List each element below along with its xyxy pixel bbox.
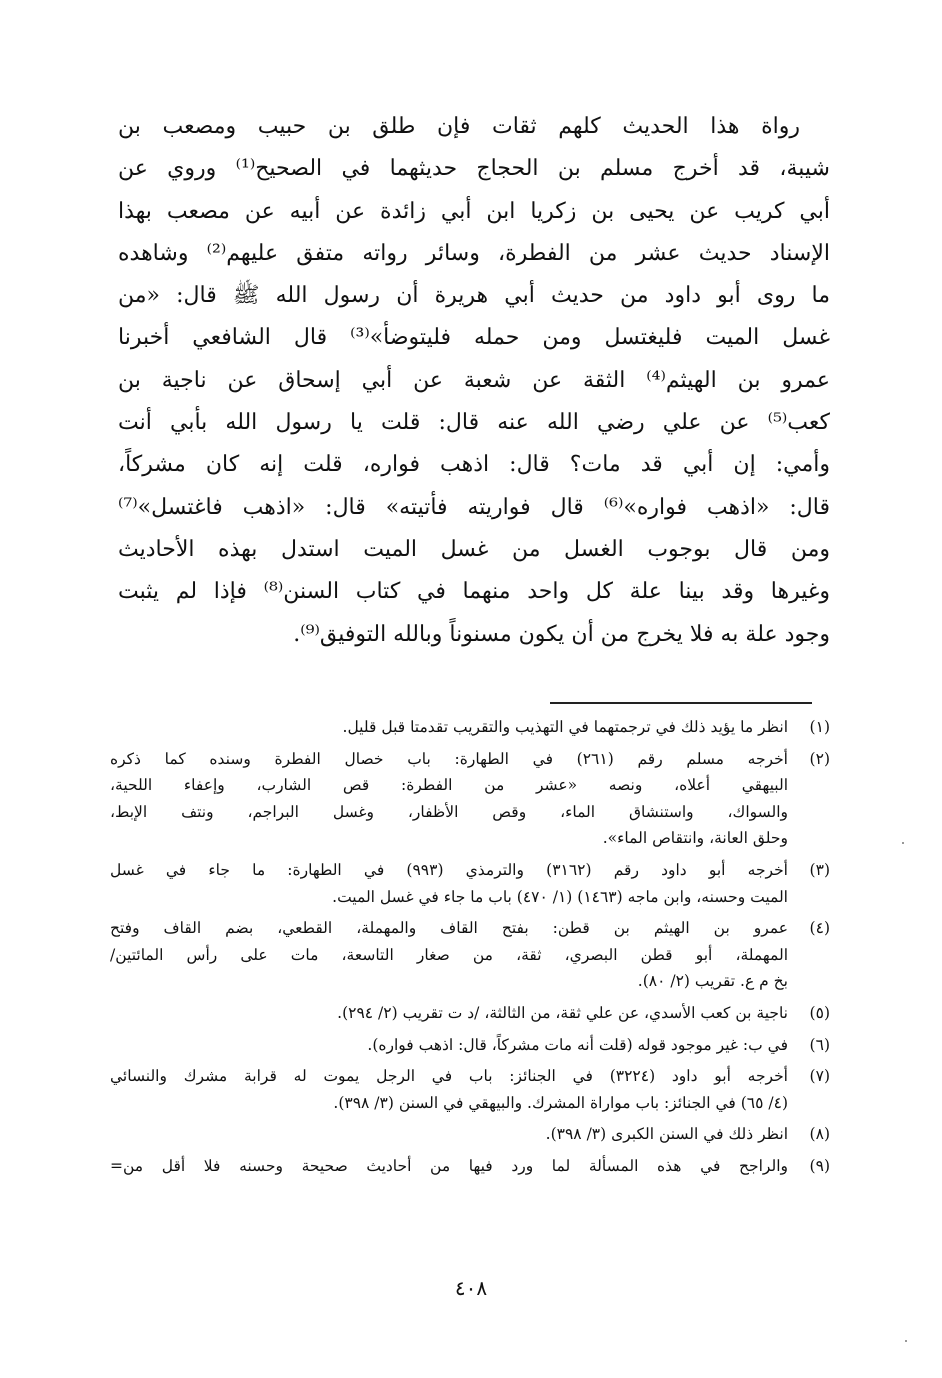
scan-speck [905, 1340, 907, 1342]
footnote-separator [550, 702, 812, 704]
footnote-line: والسواك، واستنشاق الماء، وقص الأظفار، وغسل البراجم، ونتف الإبط، [110, 802, 788, 821]
footnote-number: (٩) [809, 1156, 830, 1175]
footnote-5 [110, 1000, 830, 1027]
footnote-text [110, 1032, 788, 1059]
footnote-text [110, 1063, 788, 1116]
footnote-number: (٢) [809, 749, 830, 768]
footnote-4 [110, 915, 830, 995]
body-line: غسل الميت فليغتسل ومن حمله فليتوضأ»⁽³⁾ قال الشافعي أخبرنا [118, 325, 830, 351]
footnote-6 [110, 1032, 830, 1059]
footnote-number: (٣) [809, 860, 830, 879]
footnote-8 [110, 1121, 830, 1148]
footnotes [110, 714, 830, 1185]
footnote-2 [110, 746, 830, 852]
footnote-number: (١) [809, 718, 830, 736]
footnote-line: في ب: غير موجود قوله (قلت أنه مات مشركاً، قال: اذهب فواره). [367, 1035, 788, 1054]
footnote-text [110, 1153, 788, 1180]
body-line: كعب⁽⁵⁾ عن علي رضي الله عنه قال: قلت يا رسول الله بأبي أنت [118, 410, 830, 436]
footnote-text [110, 746, 788, 852]
footnote-number: (٧) [809, 1067, 830, 1086]
footnote-line: أخرجه مسلم رقم (٢٦١) في الطهارة: باب خصال الفطرة وسنده كما ذكره [110, 749, 788, 768]
body-line: وغيرها وقد بينا علة كل واحد منهما في كتاب السنن⁽⁸⁾ فإذا لم يثبت [118, 579, 830, 605]
footnote-1 [110, 714, 830, 741]
footnote-text [110, 915, 788, 995]
footnote-line: عمرو بن الهيثم بن قطن: بفتح القاف والمهملة، القطعي، بضم القاف وفتح [110, 919, 788, 938]
footnote-line: (٤/ ٦٥) في الجنائز: باب مواراة المشرك. والبيهقي في السنن (٣/ ٣٩٨). [333, 1093, 788, 1112]
footnote-line: ناجية بن كعب الأسدي، عن علي ثقة، من الثالثة، /د ت تقريب (٢/ ٢٩٤). [337, 1003, 788, 1022]
body-line: شيبة، قد أخرج مسلم بن الحجاج حديثهما في الصحيح⁽¹⁾ وروي عن [118, 156, 830, 182]
footnote-text [110, 857, 788, 910]
body-line: قال: «اذهب فواره»⁽⁶⁾ قال فواريته فأتيته» قال: «اذهب فاغتسل»⁽⁷⁾ [118, 494, 830, 520]
footnote-line: البيهقي أعلاه، ونصه «عشر من الفطرة: قص الشارب، وإعفاء اللحية، [110, 776, 788, 795]
footnote-line: الميت وحسنه، وابن ماجه (١٤٦٣) (١/ ٤٧٠) باب ما جاء في غسل الميت. [332, 887, 788, 906]
footnote-7 [110, 1063, 830, 1116]
footnote-9 [110, 1153, 830, 1180]
scan-speck [902, 842, 904, 844]
body-line: وجود علة به فلا يخرج من أن يكون مسنوناً وبالله التوفيق⁽⁹⁾. [293, 621, 830, 647]
footnote-line: أخرجه أبو داود رقم (٣١٦٢) والترمذي (٩٩٣) في الطهارة: ما جاء في غسل [110, 860, 788, 879]
footnote-number: (٦) [809, 1035, 830, 1054]
body-line: ومن قال بوجوب الغسل من غسل الميت استدل بهذه الأحاديث [118, 536, 830, 562]
main-paragraph [118, 106, 830, 656]
footnote-text [110, 1121, 788, 1148]
footnote-number: (٤) [809, 919, 830, 938]
body-line: رواة هذا الحديث كلهم ثقات فإن طلق بن حبيب ومصعب بن [118, 114, 800, 139]
body-line: ما روى أبو داود من حديث أبي هريرة أن رسول الله ﷺ قال: «من [118, 283, 830, 309]
footnote-line: بخ م ع. تقريب (٢/ ٨٠). [637, 972, 788, 991]
body-line: عمرو بن الهيثم⁽⁴⁾ الثقة عن شعبة عن أبي إسحاق عن ناجية بن [118, 367, 830, 393]
page-number: ٤٠٨ [454, 1276, 488, 1300]
footnote-line: المهملة، أبو قطن البصري، ثقة، من صغار التاسعة، مات على رأس المائتين/ [110, 945, 788, 964]
footnote-line: أخرجه أبو داود (٣٢٢٤) في الجنائز: باب في الرجل يموت له قرابة مشرك والنسائي [110, 1067, 788, 1086]
footnote-text [110, 1000, 788, 1027]
body-line: وأمي: إن أبي قد مات؟ قال: اذهب فواره، قلت إنه كان مشركاً، [118, 452, 830, 478]
body-line: أبي كريب عن يحيى بن زكريا ابن أبي زائدة عن أبيه عن مصعب بهذا [118, 198, 830, 224]
footnote-number: (٨) [809, 1125, 830, 1144]
footnote-line: وحلق العانة، وانتقاص الماء». [602, 829, 788, 848]
footnote-line: انظر ما يؤيد ذلك في ترجمتهما في التهذيب والتقريب تقدمتا قبل قليل. [342, 718, 788, 736]
body-line: الإسناد حديث عشر من الفطرة، وسائر رواته متفق عليهم⁽²⁾ وشاهده [118, 240, 830, 266]
footnote-text [110, 714, 788, 741]
footnote-3 [110, 857, 830, 910]
footnote-number: (٥) [809, 1003, 830, 1022]
footnote-line: انظر ذلك في السنن الكبرى (٣/ ٣٩٨). [545, 1125, 788, 1144]
footnote-line: والراجح في هذه المسألة لما ورد فيها من أحاديث صحيحة وحسنه فلا أقل من= [110, 1156, 788, 1175]
